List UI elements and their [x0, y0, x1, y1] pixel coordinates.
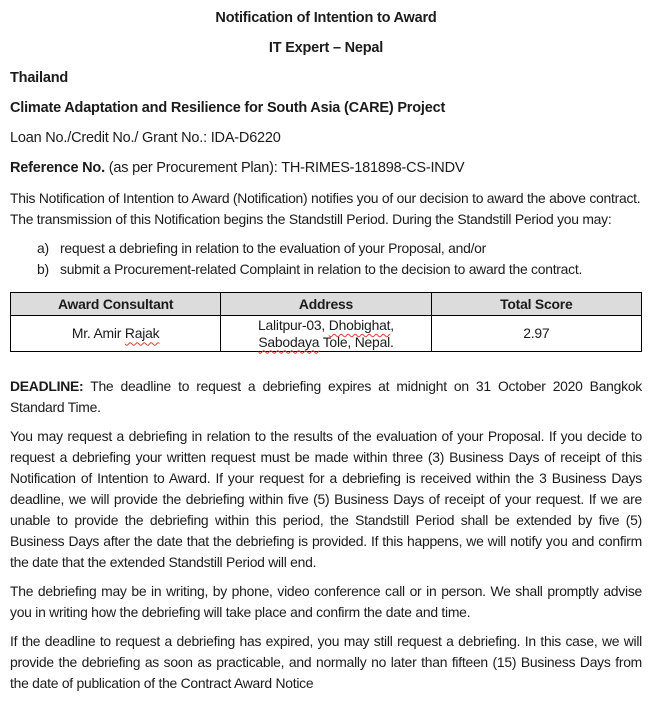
list-marker-b: b): [37, 260, 49, 277]
col-header-total-score: Total Score: [431, 293, 641, 316]
address-line-2: [225, 334, 426, 351]
loan-credit-grant-line: Loan No./Credit No./ Grant No.: IDA-D6220: [10, 130, 281, 146]
address-text: ,: [390, 317, 394, 333]
address-misspelled-1: Dhobighat: [328, 317, 391, 333]
country-heading: Thailand: [10, 70, 69, 86]
address-text: Tole, Nepal.: [319, 333, 394, 350]
expired-deadline-paragraph: If the deadline to request a debriefing has expired, you may still request a debriefing. In this case, we will provide the debriefing as soon as practicable, and normally no later than fifteen (15) Business Days from the date of publication of the Contract Award Notice: [10, 633, 642, 691]
consultant-name-misspelled: Rajak: [124, 325, 160, 342]
deadline-label: DEADLINE:: [10, 378, 84, 394]
address-line-1: [225, 317, 426, 334]
debrief-options-list: [10, 238, 642, 279]
list-text-a: request a debriefing in relation to the evaluation of your Proposal, and/or: [60, 240, 487, 256]
reference-line: [10, 158, 642, 178]
reference-label: Reference No.: [10, 160, 105, 176]
deadline-paragraph: [10, 376, 642, 418]
award-table-row: [11, 316, 642, 352]
consultant-name: Mr. Amir: [71, 325, 125, 342]
list-item-b: [10, 259, 642, 280]
address-text: Lalitpur-03,: [258, 317, 329, 333]
address-cell: [221, 316, 431, 352]
deadline-text: The deadline to request a debriefing expires at midnight on 31 October 2020 Bangkok Standard Time.: [10, 378, 642, 415]
award-table-header-row: [11, 293, 642, 316]
intro-paragraph: This Notification of Intention to Award (Notification) notifies you of our decision to award the above contract. The transmission of this Notification begins the Standstill Period. During the Standstill Period you may:: [10, 190, 641, 227]
col-header-award-consultant: Award Consultant: [11, 293, 221, 316]
doc-title: Notification of Intention to Award: [215, 10, 437, 26]
debriefing-method-paragraph: The debriefing may be in writing, by phone, video conference call or in person. We shall promptly advise you in writing how the debriefing will take place and confirm the date and time.: [10, 583, 642, 620]
reference-value: (as per Procurement Plan): TH-RIMES-181898-CS-INDV: [104, 160, 465, 176]
total-score-cell: 2.97: [431, 316, 641, 352]
project-heading: Climate Adaptation and Resilience for South Asia (CARE) Project: [10, 100, 446, 116]
award-table: [10, 292, 642, 352]
list-marker-a: a): [37, 240, 49, 256]
list-item-a: [10, 238, 642, 259]
address-misspelled-2: Sabodaya: [258, 333, 320, 350]
consultant-cell: [11, 316, 221, 352]
debriefing-request-paragraph: You may request a debriefing in relation to the results of the evaluation of your Proposal. If you decide to request a debriefing your written request must be made within three (3) Business Days of receipt of this Notification of Intention to Award. If your request for a debriefing is received within the 3 Business Days deadline, we will provide the debriefing within five (5) Business Days of receipt of your request. If we are unable to provide the debriefing within this period, the Standstill Period shall be extended by five (5) Business Days after the date that the debriefing is provided. If this happens, we will notify you and confirm the date that the extended Standstill Period will end.: [10, 428, 642, 570]
doc-subtitle: IT Expert – Nepal: [268, 40, 384, 56]
col-header-address: Address: [221, 293, 431, 316]
list-text-b: submit a Procurement-related Complaint in relation to the decision to award the contract.: [60, 260, 583, 277]
